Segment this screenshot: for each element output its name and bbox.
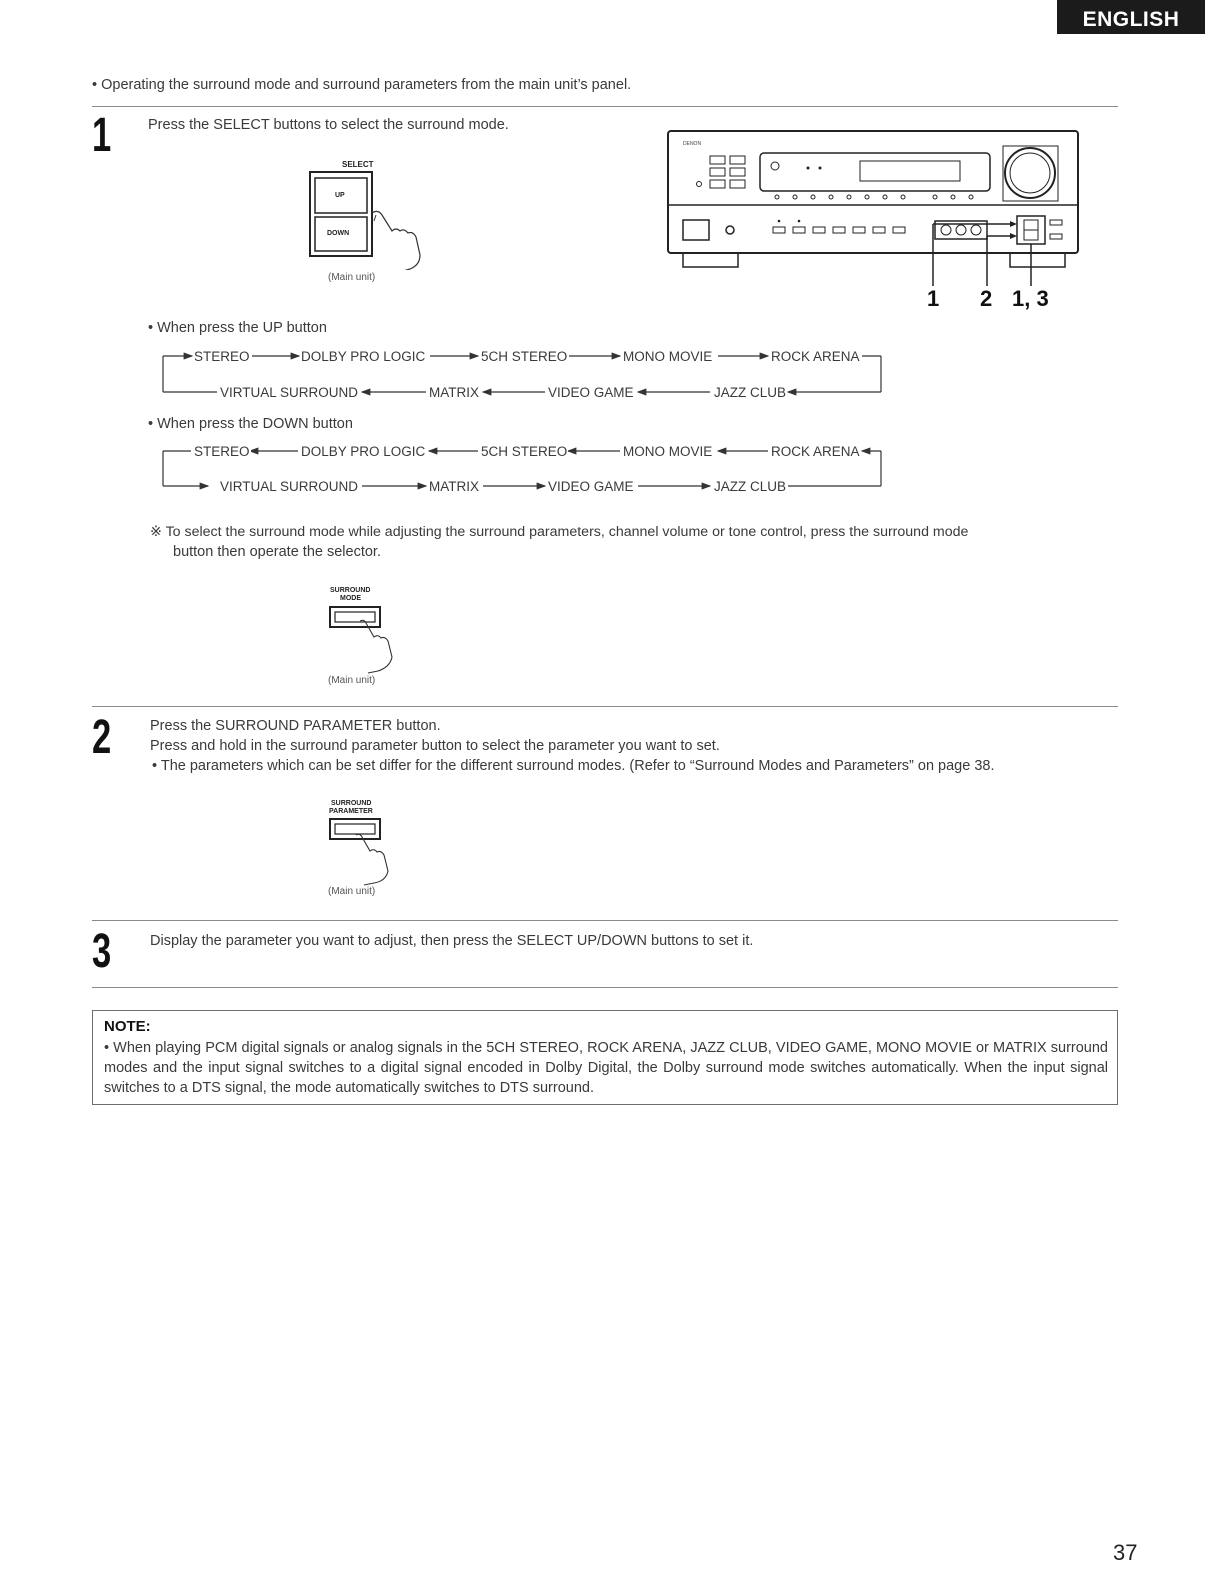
flow-label: STEREO: [194, 349, 250, 364]
callout-2: 2: [980, 286, 993, 311]
divider: [92, 987, 1118, 988]
callout-1-3: 1, 3: [1012, 286, 1049, 311]
note-title: NOTE:: [104, 1018, 151, 1035]
flow-label: 5CH STEREO: [481, 349, 568, 364]
surround-mode-button-illustration: [320, 583, 420, 678]
up-flow-heading: • When press the UP button: [148, 320, 327, 336]
step-3-text: Display the parameter you want to adjust, then press the SELECT UP/DOWN buttons to set it.: [150, 933, 754, 949]
surround-mode-title-1: SURROUND: [330, 587, 371, 594]
page-number: 37: [1113, 1540, 1138, 1565]
select-title: SELECT: [342, 160, 374, 169]
flow-label: MATRIX: [429, 385, 479, 400]
flow-label: VIDEO GAME: [548, 479, 634, 494]
flow-label: JAZZ CLUB: [714, 385, 787, 400]
language-tab: ENGLISH: [1057, 0, 1205, 34]
finger-icon: [356, 834, 388, 885]
brand-label: DENON: [683, 141, 702, 147]
tip-line-2: button then operate the selector.: [173, 544, 381, 560]
step-1-number: 1: [92, 109, 112, 162]
flow-label: MATRIX: [429, 479, 479, 494]
callout-1: 1: [927, 286, 940, 311]
intro-text: • Operating the surround mode and surround parameters from the main unit’s panel.: [92, 77, 632, 93]
step-2-line-3: • The parameters which can be set differ for the different surround modes. (Refer to “Surround Modes and Parameters” on page 38.: [152, 758, 995, 774]
surround-parameter-title-1: SURROUND: [331, 800, 372, 807]
surround-parameter-title-2: PARAMETER: [329, 808, 373, 815]
tip-line-1: ※ To select the surround mode while adjusting the surround parameters, channel volume or tone control, press the surround mode: [150, 524, 969, 540]
flow-label: 5CH STEREO: [481, 444, 568, 459]
note-text: • When playing PCM digital signals or analog signals in the 5CH STEREO, ROCK ARENA, JAZZ CLUB, VIDEO GAME, MONO MOVIE or MATRIX surround modes and the input signal switches to a digital signal encoded in Dolby Digital, the Dolby surround mode switches automatically. When the input signal switches to a DTS signal, the mode automatically switches to DTS surround.: [104, 1040, 1108, 1096]
surround-parameter-caption: (Main unit): [328, 886, 376, 897]
flow-label: VIRTUAL SURROUND: [220, 479, 359, 494]
flow-label: MONO MOVIE: [623, 349, 713, 364]
select-caption: (Main unit): [328, 272, 376, 283]
flow-label: JAZZ CLUB: [714, 479, 787, 494]
flow-label: ROCK ARENA: [771, 444, 860, 459]
flow-label: MONO MOVIE: [623, 444, 713, 459]
flow-label: DOLBY PRO LOGIC: [301, 349, 426, 364]
flow-label: VIDEO GAME: [548, 385, 634, 400]
divider: [92, 920, 1118, 921]
surround-mode-title-2: MODE: [340, 595, 361, 602]
divider: [92, 706, 1118, 707]
finger-icon: [360, 620, 392, 673]
flow-label: ROCK ARENA: [771, 349, 860, 364]
surround-parameter-button-illustration: [320, 797, 420, 887]
down-flow-heading: • When press the DOWN button: [148, 416, 353, 432]
flow-label: VIRTUAL SURROUND: [220, 385, 359, 400]
down-label: DOWN: [327, 230, 350, 237]
up-label: UP: [335, 192, 345, 199]
step-1-text: Press the SELECT buttons to select the surround mode.: [148, 117, 509, 133]
flow-label: STEREO: [194, 444, 250, 459]
step-2-line-2: Press and hold in the surround parameter button to select the parameter you want to set.: [150, 738, 720, 754]
step-2-line-1: Press the SURROUND PARAMETER button.: [150, 718, 441, 734]
flow-label: DOLBY PRO LOGIC: [301, 444, 426, 459]
step-3-number: 3: [92, 925, 112, 978]
step-2-number: 2: [92, 711, 112, 764]
surround-mode-caption: (Main unit): [328, 675, 376, 686]
